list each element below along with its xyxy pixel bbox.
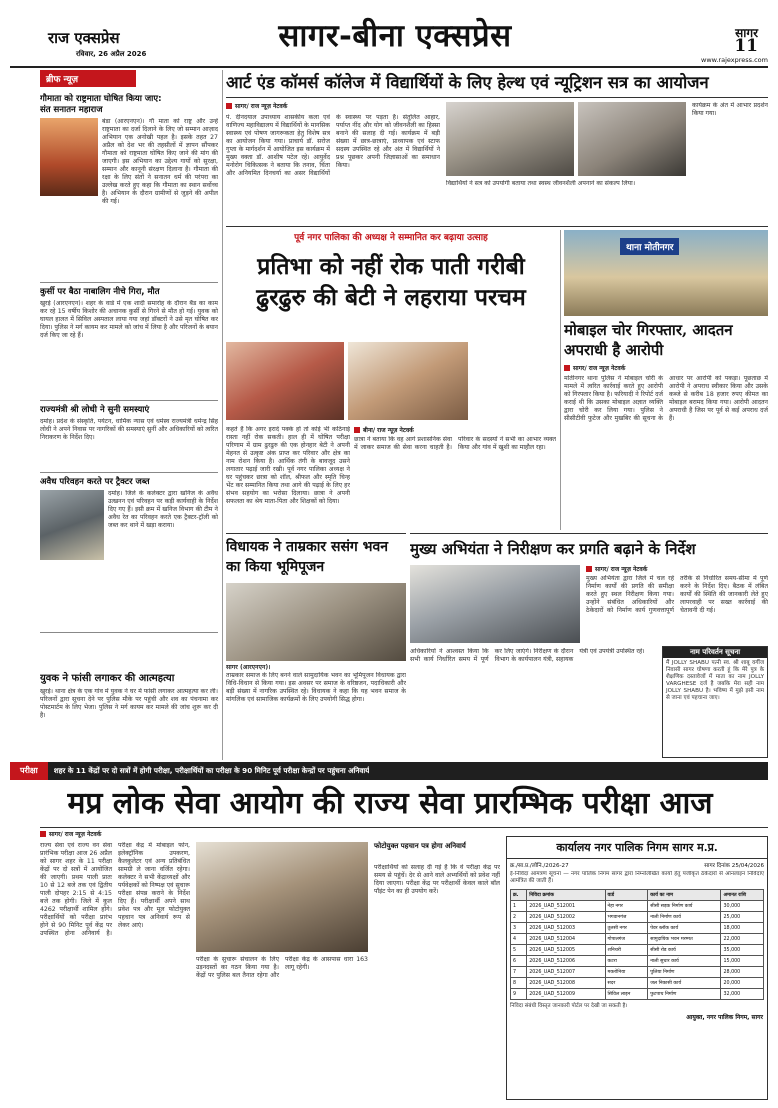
table-cell: नाली सुधार कार्य bbox=[648, 956, 721, 967]
tender-date: सागर दिनांक 25/04/2026 bbox=[704, 863, 764, 869]
brief-news-label: ब्रीफ न्यूज़ bbox=[40, 70, 136, 87]
brief-4-headline: अवैध परिवहन करते पर ट्रैक्टर जब्त bbox=[40, 477, 150, 487]
table-cell: 7 bbox=[511, 967, 527, 978]
pariksha-body-continued: परीक्षा के सुचारू संचालन के लिए उड़नदस्तों का गठन किया गया है। केंद्रों पर पुलिस बल तैनात रहेगा और परीक्षा केंद्र के आसपास धारा 163 लागू रहेगी। bbox=[196, 956, 368, 979]
table-cell: 2 bbox=[511, 912, 527, 923]
mobile-byline-text: सागर/ राज न्यूज़ नेटवर्क bbox=[573, 365, 626, 372]
table-cell: मकरोनिया bbox=[605, 967, 648, 978]
lead-body: पं. दीनदयाल उपाध्याय शासकीय कला एवं वाणिज्य महाविद्यालय में विद्यार्थियों के मानसिक स्वास्थ्य एवं पोषण जागरूकता हेतु विशेष सत्र का आयोजन किया गया। प्राचार्य डॉ. सरोज गुप्ता के मार्गदर्शन में आयोजित इस कार्यक्रम में मुख्य वक्ता डॉ. आशीष पटेल रहे। आयुर्वेद मनोरोग चिकित्सक ने बताया कि तनाव, चिंता और अनियमित दिनचर्या का असर विद्यार्थियों के स्वास्थ्य पर पड़ता है। संतुलित आहार, पर्याप्त नींद और योग को जीवनशैली का हिस्सा बनाने की सलाह दी गई। कार्यक्रम में बड़ी संख्या में छात्र-छात्राएं, प्राध्यापक एवं स्टाफ सदस्य उपस्थित रहे और अंत में विद्यार्थियों ने प्रश्न पूछकर अपनी जिज्ञासाओं का समाधान किया। bbox=[226, 114, 440, 177]
tender-ref: क्र./सा.प्र./लोनि./2026-27 bbox=[510, 863, 569, 869]
lead-photo-2 bbox=[578, 102, 686, 176]
table-header-cell: क्र. bbox=[511, 890, 527, 901]
tender-table bbox=[510, 889, 764, 1000]
ceo-body: मुख्य अभियंता द्वारा जिले में चल रहे निर्माण कार्यों की प्रगति की समीक्षा करते हुए स्थल निरीक्षण किया गया। उन्होंने संबंधित अधिकारियों और ठेकेदारों को निर्माण कार्य गुणवत्तापूर्ण तरीके से निर्धारित समय-सीमा में पूर्ण करने के निर्देश दिए। बैठक में लंबित कार्यों की स्थिति की जानकारी लेते हुए लापरवाही पर सख्त कार्रवाई की चेतावनी दी गई। bbox=[586, 575, 768, 614]
vidhayak-body: ताम्रकार समाज के लिए बनने वाले सामुदायिक भवन का भूमिपूजन विधायक द्वारा विधि-विधान से किया गया। इस अवसर पर समाज के वरिष्ठजन, पदाधिकारी और बड़ी संख्या में नागरिक उपस्थित रहे। विधायक ने कहा कि यह भवन समाज के मांगलिक एवं सामाजिक कार्यक्रमों के लिए उपयोगी सिद्ध होगा। bbox=[226, 672, 406, 703]
table-cell: भगवानगंज bbox=[605, 912, 648, 923]
divider bbox=[40, 632, 218, 633]
ceo-headline: मुख्य अभियंता ने निरीक्षण कर प्रगति बढ़ाने के निर्देश bbox=[410, 540, 696, 558]
table-cell: नाली निर्माण कार्य bbox=[648, 912, 721, 923]
pratibha-kicker: पूर्व नगर पालिका की अध्यक्ष ने सम्मानित कर बढ़ाया उत्साह bbox=[294, 233, 488, 243]
exam-hall-photo bbox=[196, 842, 368, 952]
table-row bbox=[511, 967, 764, 978]
tender-signature: आयुक्त, नगर पालिक निगम, सागर bbox=[686, 1014, 763, 1021]
table-row bbox=[511, 945, 764, 956]
table-cell: तुलसी नगर bbox=[605, 923, 648, 934]
table-cell: 1 bbox=[511, 901, 527, 912]
tender-intro: ई-निविदा आमंत्रण सूचना — नगर पालिक निगम सागर द्वारा निम्नलिखित कार्यों हेतु पंजीकृत ठेकेदारों से ऑनलाइन निविदाएं आमंत्रित की जाती हैं। bbox=[510, 871, 764, 884]
table-cell: 2026_UAD_512001 bbox=[527, 901, 605, 912]
table-cell: 25,000 bbox=[721, 912, 764, 923]
table-cell: शनिचरी bbox=[605, 945, 648, 956]
masthead-city: सागर bbox=[735, 26, 758, 40]
table-cell: 2026_UAD_512003 bbox=[527, 923, 605, 934]
table-cell: 20,000 bbox=[721, 978, 764, 989]
table-header-cell: अमानत राशि bbox=[721, 890, 764, 901]
table-cell: 32,000 bbox=[721, 989, 764, 1000]
brief-5-body: खुरई। थाना क्षेत्र के एक गांव में युवक ने घर में फांसी लगाकर आत्महत्या कर ली। परिजनों द्वारा सूचना देने पर पुलिस मौके पर पहुंची और शव का पंचनामा कर पोस्टमार्टम के लिए भेजा। पुलिस ने मर्ग कायम कर मामले की जांच शुरू कर दी है। bbox=[40, 688, 218, 719]
lead-body-col: कार्यक्रम के अंत में आभार प्रदर्शन किया गया। bbox=[692, 102, 768, 117]
brief-1-headline: गौमाता को राष्ट्रमाता घोषित किया जाए: bbox=[40, 94, 162, 104]
tender-table-header bbox=[511, 890, 764, 901]
mobile-body: मोतीनगर थाना पुलिस ने मोबाइल चोरी के मामले में त्वरित कार्रवाई करते हुए आरोपी को गिरफ्तार किया है। फरियादी ने रिपोर्ट दर्ज कराई थी कि उसका मोबाइल अज्ञात व्यक्ति द्वारा चोरी कर लिया गया। पुलिस ने सीसीटीवी फुटेज और मुखबिर की सूचना के आधार पर आरोपी को पकड़ा। पूछताछ में आरोपी ने अपराध स्वीकार किया और उसके कब्जे से करीब 18 हजार रुपए कीमत का मोबाइल बरामद किया गया। आरोपी आदतन अपराधी है जिस पर पूर्व से कई अपराध दर्ज हैं। bbox=[564, 375, 768, 422]
table-cell: 28,000 bbox=[721, 967, 764, 978]
table-header-cell: कार्य का नाम bbox=[648, 890, 721, 901]
brief-3-headline: राज्यमंत्री श्री लोधी ने सुनी समस्याएं bbox=[40, 405, 150, 415]
pariksha-headline: मप्र लोक सेवा आयोग की राज्य सेवा प्रारम्भिक परीक्षा आज bbox=[67, 786, 713, 821]
table-cell: 22,000 bbox=[721, 934, 764, 945]
vidhayak-story bbox=[226, 533, 406, 753]
table-cell: 2026_UAD_512006 bbox=[527, 956, 605, 967]
police-station-sign: थाना मोतीनगर bbox=[620, 238, 679, 255]
name-change-body: मैं JOLLY SHABU पत्नी स्व. श्री शाबू वर्गीज निवासी सागर घोषणा करती हूं कि मेरे पुत्र के शैक्षणिक दस्तावेजों में माता का नाम JOLLY VARGHESE दर्ज है जबकि मेरा सही नाम JOLLY SHABU है। भविष्य में मुझे इसी नाम से जाना एवं पहचाना जाए। bbox=[666, 660, 764, 701]
lead-body-continued: विद्यार्थियों ने सत्र को उपयोगी बताया तथा स्वस्थ जीवनशैली अपनाने का संकल्प लिया। bbox=[446, 180, 636, 187]
divider bbox=[40, 282, 218, 283]
vidhayak-byline: सागर (आरएनएन)। bbox=[226, 664, 271, 671]
tender-office: कार्यालय नगर पालिक निगम सागर म.प्र. bbox=[507, 837, 767, 859]
byline-marker bbox=[354, 427, 360, 433]
table-cell: 3 bbox=[511, 923, 527, 934]
table-cell: गोपालगंज bbox=[605, 934, 648, 945]
brief-2-headline: कुर्सी पर बैठा नाबालिग नीचे गिरा, मौत bbox=[40, 287, 160, 297]
mobile-byline bbox=[564, 364, 768, 372]
lead-story bbox=[226, 72, 768, 224]
mobile-headline: मोबाइल चोर गिरफ्तार, आदतन अपराधी है आरोपी bbox=[564, 321, 733, 359]
table-cell: सिविल लाइन bbox=[605, 989, 648, 1000]
saint-photo bbox=[40, 118, 98, 196]
table-row bbox=[511, 978, 764, 989]
mobile-story bbox=[564, 230, 768, 530]
table-cell: 2026_UAD_512009 bbox=[527, 989, 605, 1000]
table-cell: नेहा नगर bbox=[605, 901, 648, 912]
table-cell: 5 bbox=[511, 945, 527, 956]
pratibha-byline-text: बीना/ राज न्यूज़ नेटवर्क bbox=[363, 427, 414, 434]
masthead-rule bbox=[10, 66, 768, 68]
brief-1-body: बंडा (आरएनएन)। गौ माता को राष्ट्र और उन्हें राष्ट्रमाता का दर्जा दिलाने के लिए जो सम्मान आज़ाद अभियान एक अनोखी पहल है। इसके तहत 27 अप्रैल को देश भर की तहसीलों में ज्ञापन सौंपकर गौमाता को राष्ट्रमाता घोषित किए जाने की मांग की जाएगी। इस अभियान का उद्देश्य गायों को सुरक्षा, सम्मान और कानूनी संरक्षण दिलाना है। गौमाता की रक्षा के लिए संतों ने सनातन धर्म की परंपरा का उल्लेख करते हुए कहा कि गौमाता का स्थान सर्वोच्च है। अभियान के दौरान ग्रामीणों से जुड़ने की अपील की गई। bbox=[102, 118, 218, 205]
masthead-date: रविवार, 26 अप्रैल 2026 bbox=[76, 50, 147, 58]
vidhayak-photo bbox=[226, 583, 406, 661]
table-cell: 4 bbox=[511, 934, 527, 945]
pariksha-byline-text: सागर/ राज न्यूज़ नेटवर्क bbox=[49, 831, 102, 838]
table-header-cell: वार्ड bbox=[605, 890, 648, 901]
table-row bbox=[511, 956, 764, 967]
divider bbox=[40, 472, 218, 473]
table-cell: 2026_UAD_512007 bbox=[527, 967, 605, 978]
pariksha-photo-caption: फोटोयुक्त पहचान पत्र होगा अनिवार्य bbox=[374, 842, 466, 850]
pariksha-kicker-bar bbox=[10, 762, 768, 780]
table-cell: पेवर ब्लॉक कार्य bbox=[648, 923, 721, 934]
divider bbox=[40, 400, 218, 401]
byline-marker bbox=[226, 103, 232, 109]
pratibha-story bbox=[226, 230, 556, 530]
table-row bbox=[511, 901, 764, 912]
table-cell: सामुदायिक भवन मरम्मत bbox=[648, 934, 721, 945]
website-url[interactable]: www.rajexpress.com bbox=[701, 56, 768, 64]
vidhayak-headline: विधायक ने ताम्रकार ससंग भवन का किया भूमिपूजन bbox=[226, 539, 389, 575]
name-change-notice bbox=[662, 646, 768, 758]
brief-3-body: दमोह। प्रदेश के संस्कृति, पर्यटन, धार्मिक न्यास एवं धर्मस्व राज्यमंत्री धर्मेन्द्र सिंह लोधी ने अपने निवास पर नागरिकों की समस्याएं सुनीं और अधिकारियों को त्वरित निराकरण के निर्देश दिए। bbox=[40, 418, 218, 441]
pariksha-label: परीक्षा bbox=[10, 762, 48, 780]
brand-name: राज एक्सप्रेस bbox=[48, 29, 120, 47]
table-cell: कटरा bbox=[605, 956, 648, 967]
section-rule bbox=[226, 533, 406, 534]
table-cell: 8 bbox=[511, 978, 527, 989]
table-cell: सदर bbox=[605, 978, 648, 989]
table-cell: 15,000 bbox=[721, 956, 764, 967]
pariksha-body: राज्य सेवा एवं राज्य वन सेवा प्रारंभिक परीक्षा आज 26 अप्रैल को सागर शहर के 11 परीक्षा केंद्रों पर दो सत्रों में आयोजित की जाएगी। प्रथम पाली प्रातः 10 से 12 बजे तक एवं द्वितीय पाली दोपहर 2:15 से 4:15 बजे तक होगी। जिले में कुल 4262 परीक्षार्थी शामिल होंगे। परीक्षार्थियों को परीक्षा प्रारंभ होने से 90 मिनिट पूर्व केंद्र पर उपस्थित होना अनिवार्य है। परीक्षा केंद्र में मोबाइल फोन, इलेक्ट्रॉनिक उपकरण, कैलकुलेटर एवं अन्य प्रतिबंधित सामग्री ले जाना वर्जित रहेगा। कलेक्टर ने सभी केंद्राध्यक्षों और पर्यवेक्षकों को निष्पक्ष एवं सुचारू परीक्षा संपन्न कराने के निर्देश दिए हैं। परीक्षार्थी अपने साथ प्रवेश पत्र और मूल फोटोयुक्त पहचान पत्र अनिवार्य रूप से लेकर आएं। bbox=[40, 842, 190, 937]
table-cell: 2026_UAD_512002 bbox=[527, 912, 605, 923]
table-cell: पुलिया निर्माण bbox=[648, 967, 721, 978]
page-number: 11 bbox=[734, 36, 758, 56]
pariksha-story bbox=[40, 830, 500, 1100]
table-row bbox=[511, 989, 764, 1000]
lead-headline: आर्ट एंड कॉमर्स कॉलेज में विद्यार्थियों के लिए हेल्थ एवं न्यूट्रिशन सत्र का आयोजन bbox=[226, 73, 709, 92]
table-row bbox=[511, 912, 764, 923]
table-cell: 18,000 bbox=[721, 923, 764, 934]
pariksha-rule bbox=[40, 827, 768, 828]
pratibha-byline bbox=[354, 426, 414, 434]
byline-marker bbox=[564, 365, 570, 371]
tender-notice bbox=[506, 836, 768, 1100]
tender-footer: निविदा संबंधी विस्तृत जानकारी पोर्टल पर देखी जा सकती है। bbox=[510, 1003, 628, 1009]
table-cell: 2026_UAD_512005 bbox=[527, 945, 605, 956]
tractor-photo bbox=[40, 490, 104, 560]
masthead-title: सागर-बीना एक्सप्रेस bbox=[278, 18, 512, 54]
brief-news-column bbox=[40, 70, 218, 760]
ceo-body-continued: अधिकारियों ने आश्वस्त किया कि सभी कार्य निर्धारित समय में पूर्ण कर लिए जाएंगे। निरीक्षण के दौरान विभाग के कार्यपालन यंत्री, सहायक यंत्री एवं उपयंत्री उपस्थित रहे। bbox=[410, 648, 645, 663]
brief-5-headline: युवक ने फांसी लगाकर की आत्महत्या bbox=[40, 673, 175, 684]
pratibha-body: कहते हैं कि अगर इरादे पक्के हों तो कोई भी कठिनाई रास्ता नहीं रोक सकती। हाल ही में घोषित परीक्षा परिणाम में ग्राम ढुरढुरु की एक होनहार बेटी ने अपनी मेहनत से उत्कृष्ट अंक प्राप्त कर परिवार और क्षेत्र का नाम रोशन किया है। आर्थिक तंगी के बावजूद उसने लगातार पढ़ाई जारी रखी। पूर्व नगर पालिका अध्यक्ष ने घर पहुंचकर छात्रा को शॉल, श्रीफल और स्मृति चिन्ह भेंट कर सम्मानित किया तथा आगे की पढ़ाई के लिए हर संभव सहयोग का भरोसा दिलाया। छात्रा ने अपनी सफलता का श्रेय माता-पिता और शिक्षकों को दिया। bbox=[226, 426, 350, 505]
pariksha-body-right: परीक्षार्थियों को सलाह दी गई है कि वे परीक्षा केंद्र पर समय से पहुंचें। देर से आने वाले अभ्यर्थियों को प्रवेश नहीं दिया जाएगा। परीक्षा केंद्र पर परीक्षार्थी केवल काले बॉल पॉइंट पेन का ही उपयोग करें। bbox=[374, 864, 500, 895]
pratibha-headline: प्रतिभा को नहीं रोक पाती गरीबी ढुरढुरु की बेटी ने लहराया परचम bbox=[256, 253, 526, 311]
column-divider bbox=[560, 230, 561, 530]
name-change-title: नाम परिवर्तन सूचना bbox=[663, 647, 767, 658]
table-row bbox=[511, 923, 764, 934]
pratibha-photo-1 bbox=[226, 342, 344, 420]
pariksha-byline bbox=[40, 830, 500, 838]
lead-photo-1 bbox=[446, 102, 574, 176]
table-cell: 2026_UAD_512008 bbox=[527, 978, 605, 989]
table-cell: 9 bbox=[511, 989, 527, 1000]
byline-marker bbox=[40, 831, 46, 837]
byline-marker bbox=[586, 566, 592, 572]
pratibha-body-continued: छात्रा ने बताया कि वह आगे प्रशासनिक सेवा में जाकर समाज की सेवा करना चाहती है। परिवार के सदस्यों ने सभी का आभार व्यक्त किया और गांव में खुशी का माहौल रहा। bbox=[354, 436, 556, 451]
ceo-story bbox=[410, 533, 768, 643]
pariksha-kicker: शहर के 11 केंद्रों पर दो सत्रों में होगी परीक्षा, परीक्षार्थियों का परीक्षा के 90 मिनिट पूर्व परीक्षा केन्द्रों पर पहुंचना अनिवार्य bbox=[53, 766, 370, 775]
lead-bottom-rule bbox=[226, 226, 768, 227]
table-row bbox=[511, 934, 764, 945]
ceo-byline bbox=[586, 565, 647, 573]
table-cell: सीसी सड़क निर्माण कार्य bbox=[648, 901, 721, 912]
ceo-byline-text: सागर/ राज न्यूज़ नेटवर्क bbox=[595, 566, 648, 573]
lead-byline bbox=[226, 102, 287, 110]
table-cell: फुटपाथ निर्माण bbox=[648, 989, 721, 1000]
ceo-photo bbox=[410, 565, 580, 643]
table-header-cell: निविदा क्रमांक bbox=[527, 890, 605, 901]
masthead bbox=[10, 6, 768, 68]
table-cell: जल निकासी कार्य bbox=[648, 978, 721, 989]
brief-2-body: खुरई (आरएनएन)। शहर के वार्ड में एक शादी समारोह के दौरान बैंड का काम कर रहे 15 वर्षीय किशोर की अचानक कुर्सी से गिरने से मौत हो गई। युवक को घायल हालत में सिविल अस्पताल लाया गया जहां डॉक्टरों ने उसे मृत घोषित कर दिया। पुलिस ने मर्ग कायम कर मामले को जांच में लिया है और परिजनों के बयान दर्ज किए जा रहे हैं। bbox=[40, 300, 218, 339]
column-divider bbox=[222, 70, 223, 760]
table-cell: सीसी रोड कार्य bbox=[648, 945, 721, 956]
table-cell: 6 bbox=[511, 956, 527, 967]
table-cell: 30,000 bbox=[721, 901, 764, 912]
police-station-photo bbox=[564, 230, 768, 316]
pratibha-photo-2 bbox=[348, 342, 468, 420]
table-cell: 35,000 bbox=[721, 945, 764, 956]
brief-1-subhead: संत सनातन महाराज bbox=[40, 105, 103, 115]
lead-rule bbox=[226, 97, 768, 98]
lead-byline-text: सागर/ राज न्यूज़ नेटवर्क bbox=[235, 103, 288, 110]
section-rule bbox=[410, 533, 768, 534]
brief-4-body: दमोह। जिले के कलेक्टर द्वारा खनिज के अवैध उत्खनन एवं परिवहन पर कड़ी कार्यवाही के निर्देश दिए गए हैं। इसी क्रम में खनिज विभाग की टीम ने अवैध रेत का परिवहन करते एक ट्रैक्टर-ट्रॉली को जब्त कर थाने में खड़ा कराया। bbox=[108, 490, 218, 529]
table-cell: 2026_UAD_512004 bbox=[527, 934, 605, 945]
